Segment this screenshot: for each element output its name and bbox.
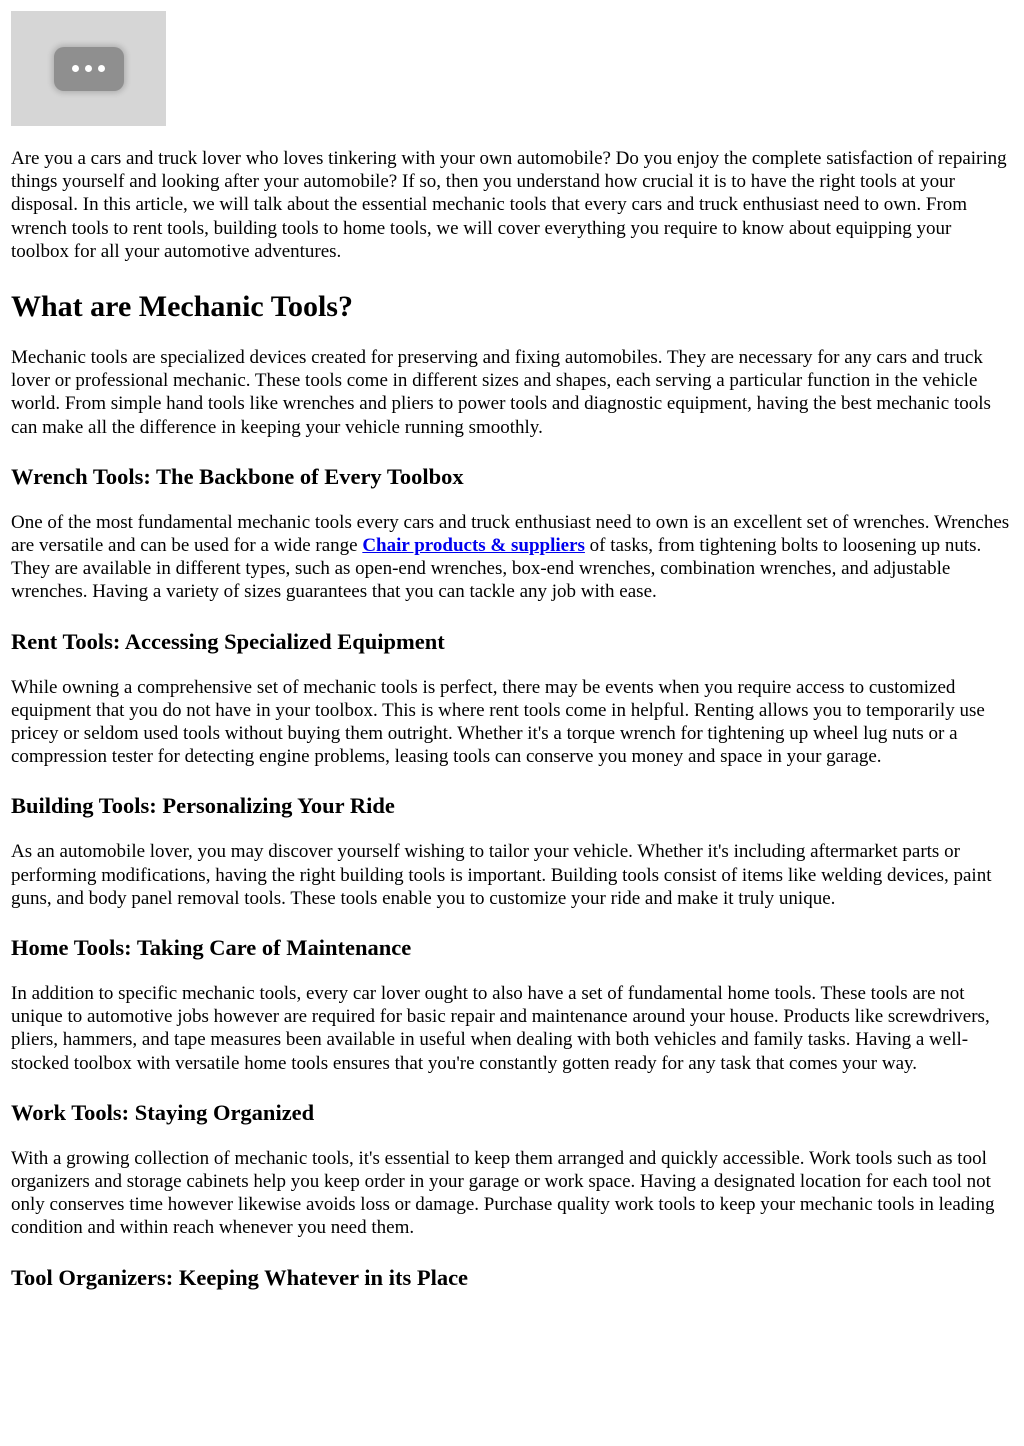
more-options-icon	[54, 47, 124, 91]
work-tools-heading: Work Tools: Staying Organized	[11, 1099, 315, 1125]
wrench-text-after: of tasks, from tightening bolts to loosening up nuts. They are available in different types, such as open-end wrenches, box-end wrenches, combination wrenches, and adjustable wrenches. Having a variety of sizes guarantees that you can tackle any job with ease.	[11, 535, 982, 603]
home-tools-paragraph: In addition to specific mechanic tools, every car lover ought to also have a set of fundamental home tools. These tools are not unique to automotive jobs however are required for basic repair and maintenance around your house. Products like screwdrivers, pliers, hammers, and tape measures been available in useful when dealing with both vehicles and family tasks. Having a well-stocked toolbox with versatile home tools ensures that you're constantly gotten ready for any task that comes your way.	[11, 983, 990, 1074]
page-title: What are Mechanic Tools?	[11, 290, 353, 324]
home-tools-heading: Home Tools: Taking Care of Maintenance	[11, 935, 412, 961]
rent-tools-heading: Rent Tools: Accessing Specialized Equipment	[11, 628, 445, 654]
dot-icon	[72, 65, 79, 72]
image-placeholder	[11, 11, 166, 126]
wrench-tools-heading: Wrench Tools: The Backbone of Every Toolbox	[11, 463, 464, 489]
building-tools-paragraph: As an automobile lover, you may discover yourself wishing to tailor your vehicle. Whether it's including aftermarket parts or performing modifications, having the right building tools is important. Building tools consist of items like welding devices, paint guns, and body panel removal tools. These tools enable you to customize your ride and make it truly unique.	[11, 841, 992, 909]
building-tools-heading: Building Tools: Personalizing Your Ride	[11, 793, 395, 819]
dot-icon	[98, 65, 105, 72]
wrench-text-before: One of the most fundamental mechanic tools every cars and truck enthusiast need to own is an excellent set of wrenches. Wrenches are versatile and can be used for a wide range	[11, 511, 1010, 557]
work-tools-paragraph: With a growing collection of mechanic tools, it's essential to keep them arranged and quickly accessible. Work tools such as tool organizers and storage cabinets help you keep order in your garage or work space. Having a designated location for each tool not only conserves time however likewise avoids loss or damage. Purchase quality work tools to keep your mechanic tools in leading condition and within reach whenever you need them.	[11, 1147, 995, 1239]
mechanic-tools-paragraph: Mechanic tools are specialized devices created for preserving and fixing automobiles. They are necessary for any cars and truck lover or professional mechanic. These tools come in different sizes and shapes, each serving a particular function in the vehicle world. From simple hand tools like wrenches and pliers to power tools and diagnostic equipment, having the best mechanic tools can make all the difference in keeping your vehicle running smoothly.	[11, 347, 991, 438]
wrench-tools-paragraph	[11, 511, 1013, 604]
tool-organizers-heading: Tool Organizers: Keeping Whatever in its Place	[11, 1264, 469, 1290]
rent-tools-paragraph: While owning a comprehensive set of mechanic tools is perfect, there may be events when you require access to customized equipment that you do not have in your toolbox. This is where rent tools come in helpful. Renting allows you to temporarily use pricey or seldom used tools without buying them outright. Whether it's a torque wrench for tightening up wheel lug nuts or a compression tester for detecting engine problems, leasing tools can conserve you money and space in your garage.	[11, 676, 985, 768]
dot-icon	[85, 65, 92, 72]
intro-paragraph: Are you a cars and truck lover who loves tinkering with your own automobile? Do you enjoy the complete satisfaction of repairing things yourself and looking after your automobile? If so, then you understand how crucial it is to have the right tools at your disposal. In this article, we will talk about the essential mechanic tools that every cars and truck enthusiast need to own. From wrench tools to rent tools, building tools to home tools, we will cover everything you require to know about equipping your toolbox for all your automotive adventures.	[11, 148, 1007, 262]
chair-products-link[interactable]: Chair products & suppliers	[362, 535, 585, 557]
